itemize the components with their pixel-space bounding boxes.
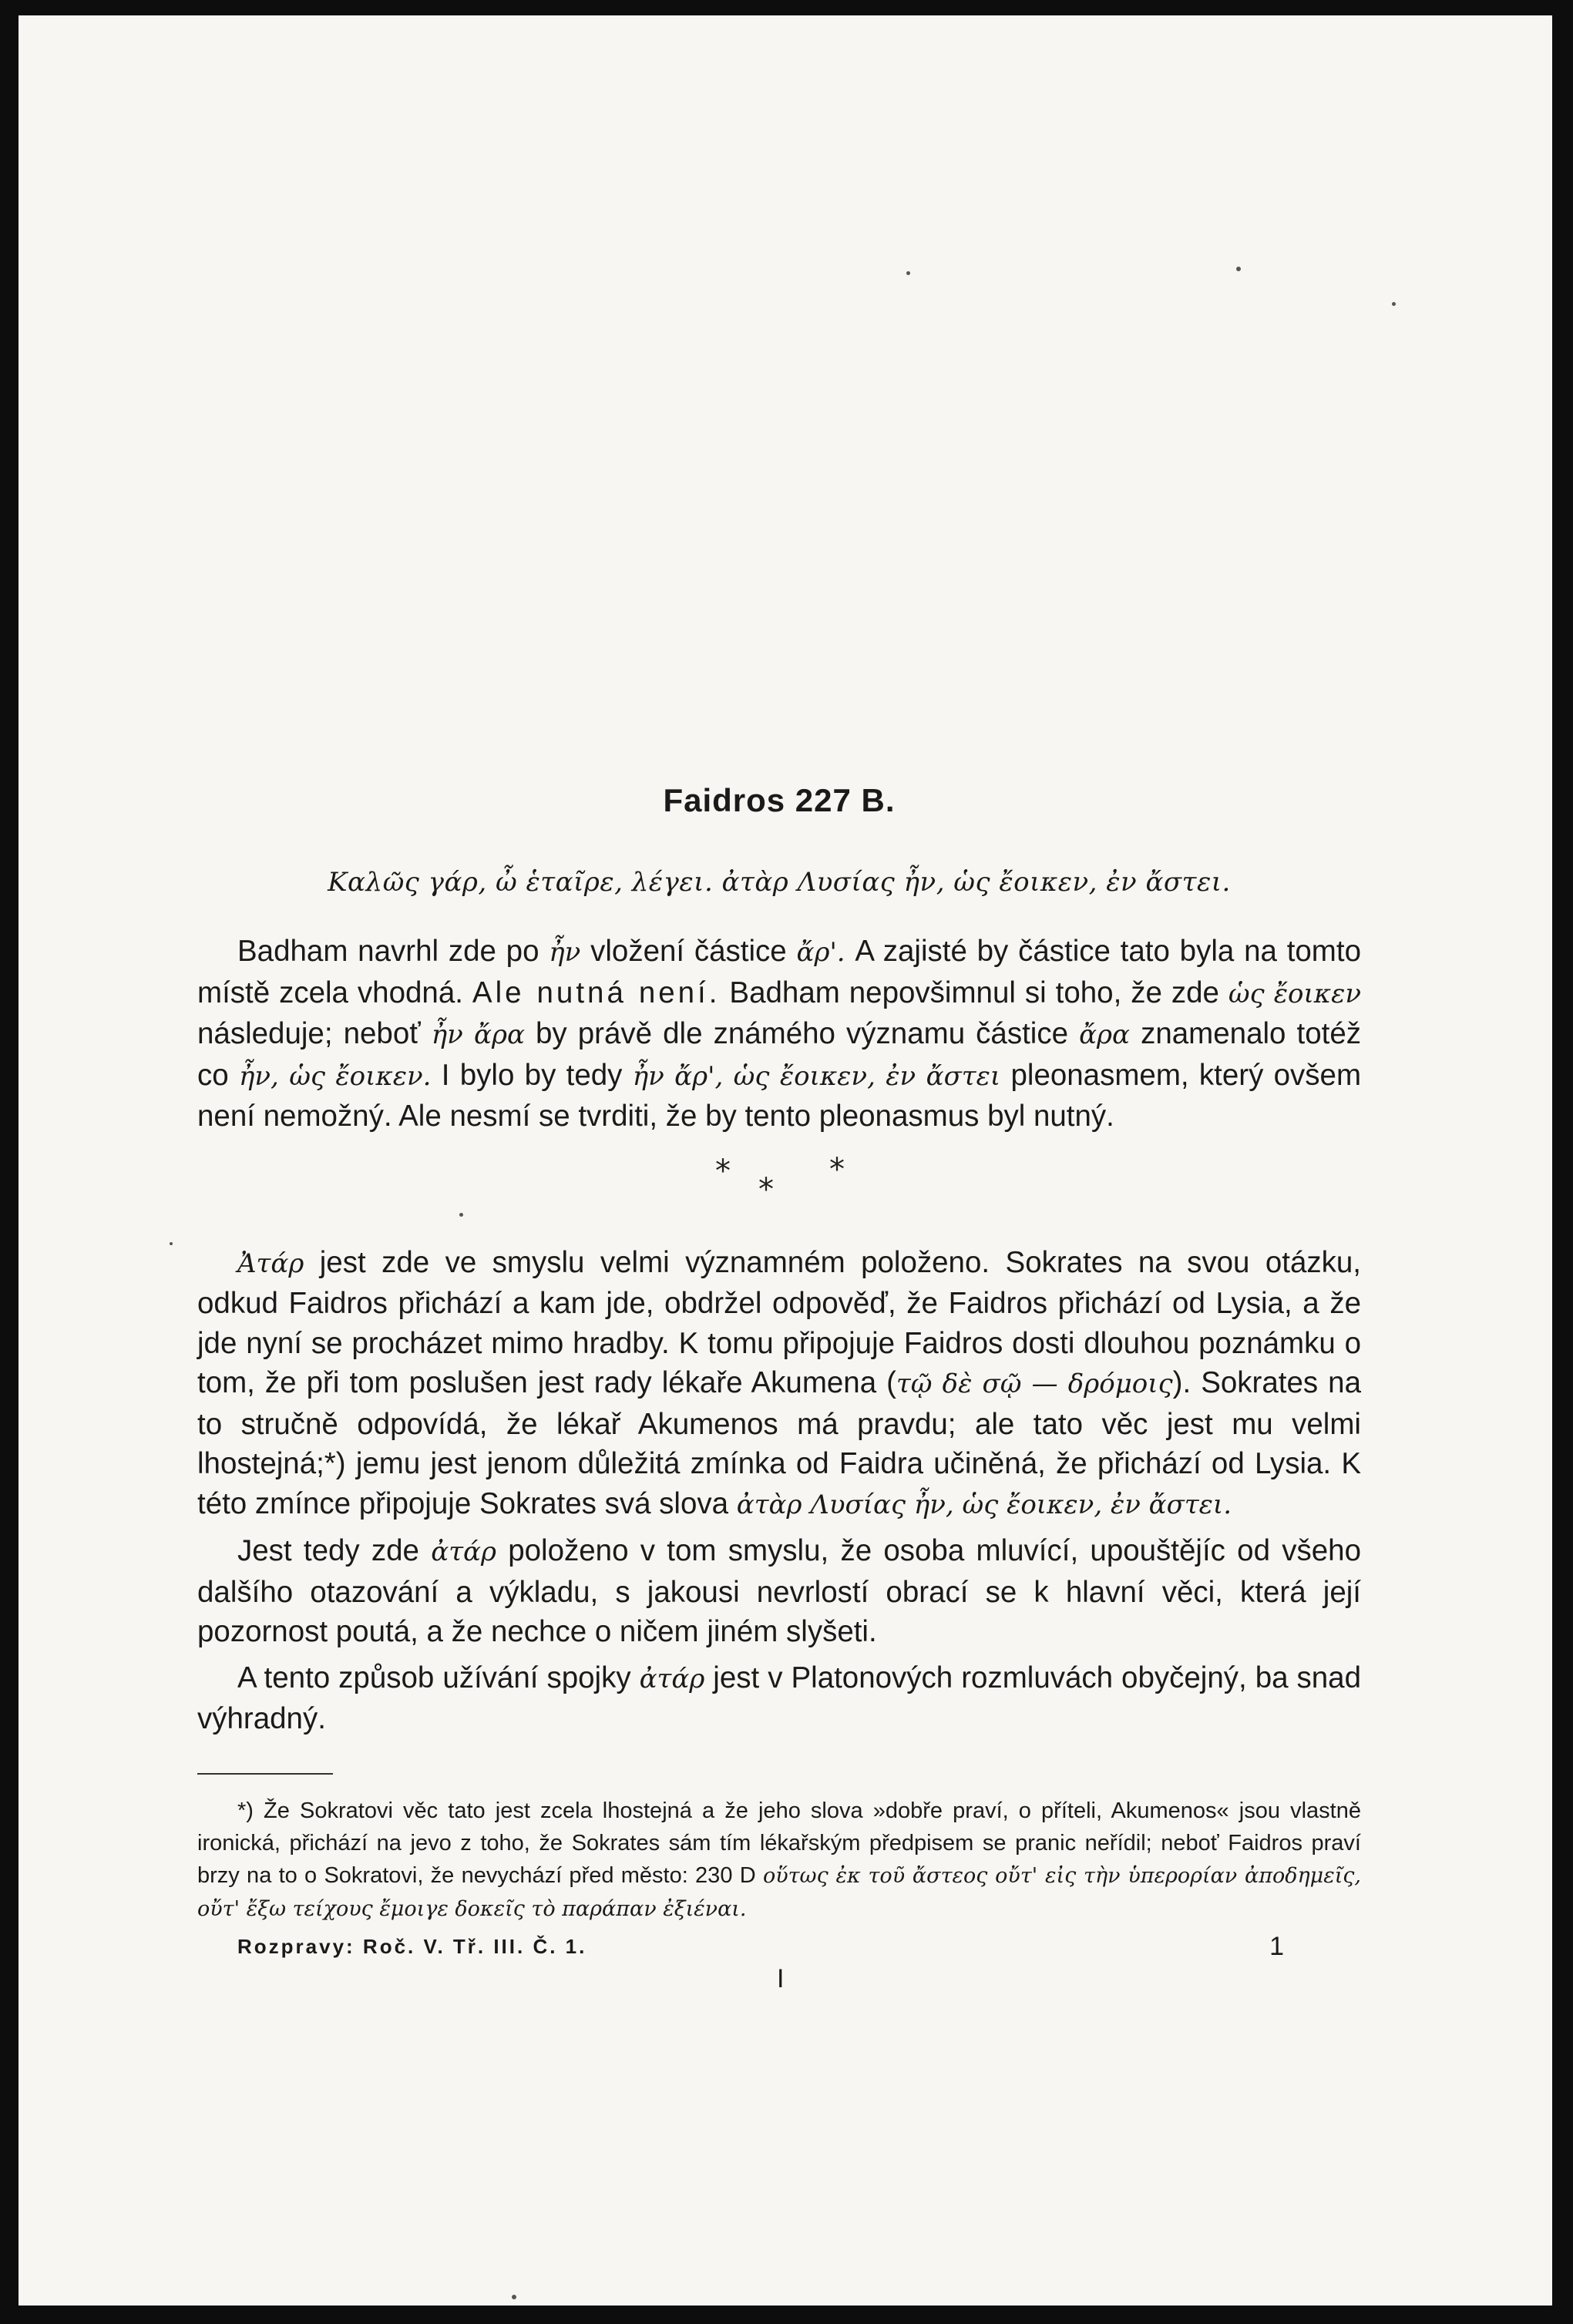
greek-epigraph: Καλῶς γάρ, ὦ ἑταῖρε, λέγει. ἀτὰρ Λυσίας ἦν, ὡς ἔοικεν, ἐν ἄστει. xyxy=(328,867,1231,898)
document-page xyxy=(18,15,1552,2306)
printer-signature xyxy=(197,1929,1361,1993)
emphasized-text: Ale nutná není. xyxy=(472,976,721,1009)
gathering-mark: I xyxy=(777,1963,785,1993)
paragraph-1: Badham navrhl zde po ἦν vložení částice ἄρ'. A zajisté by částice tato byla na tomto místě zcela vhodná. Ale nutná není. Badham nepovšimnul si toho, že zde ὡς ἔοικεν následuje; neboť ἦν ἄρα by právě dle známého významu částice ἄρα znamenalo totéž co ἦν, ὡς ἔοικεν. I bylo by tedy ἦν ἄρ', ὡς ἔοικεν, ἐν ἄστει pleonasmem, který ovšem není nemožný. Ale nesmí se tvrditi, že by tento pleonasmus byl nutný. xyxy=(197,935,1362,1133)
paragraph-4: A tento způsob užívání spojky ἀτάρ jest v Platonových rozmluvách obyčejný, ba snad výhradný. xyxy=(197,1661,1362,1735)
section-separator xyxy=(197,1146,1361,1223)
signature-mark: Rozpravy: Roč. V. Tř. III. Č. 1. xyxy=(237,1934,587,1958)
separator-asterisk: * xyxy=(829,1151,845,1187)
footnote-divider xyxy=(197,1773,333,1775)
separator-asterisk: * xyxy=(715,1153,731,1189)
page-number: 1 xyxy=(1269,1931,1284,1961)
page-title: Faidros 227 B. xyxy=(663,782,896,818)
page-content xyxy=(197,782,1362,1993)
paragraph-3: Jest tedy zde ἀτάρ položeno v tom smyslu, že osoba mluvící, upouštějíc od všeho dalšího otazování a výkladu, s jakousi nevrlostí obrací se k hlavní věci, která její pozornost poutá, a že nechce o ničem jiném slyšeti. xyxy=(197,1534,1361,1648)
footnote: *) Že Sokratovi věc tato jest zcela lhostejná a že jeho slova »dobře praví, o příteli, Akumenos« jsou vlastně ironická, přichází na jevo z toho, že Sokrates sám tím lékařským předpisem se pranic neřídil; neboť Faidros praví brzy na to o Sokratovi, že nevychází před město: 230 D οὕτως ἐκ τοῦ ἄστεος οὔτ' εἰς τὴν ὑπερορίαν ἀποδημεῖς, οὔτ' ἔξω τείχους ἔμοιγε δοκεῖς τὸ παράπαν ἐξιέναι. xyxy=(197,1798,1362,1921)
paragraph-2: Ἀτάρ jest zde ve smyslu velmi významném položeno. Sokrates na svou otázku, odkud Faidros přichází a kam jde, obdržel odpověď, že Faidros přichází od Lysia, a že jde nyní se procházet mimo hradby. K tomu připojuje Faidros dosti dlouhou poznámku o tom, že při tom poslušen jest rady lékaře Akumena (τῷ δὲ σῷ — δρόμοις). Sokrates na to stručně odpovídá, že lékař Akumenos má pravdu; ale tato věc jest mu velmi lhostejná;*) jemu jest jenom důležitá zmínka od Faidra učiněná, že přichází od Lysia. K této zmínce připojuje Sokrates svá slova ἀτὰρ Λυσίας ἦν, ὡς ἔοικεν, ἐν ἄστει. xyxy=(197,1245,1361,1520)
separator-asterisk: * xyxy=(758,1171,774,1207)
